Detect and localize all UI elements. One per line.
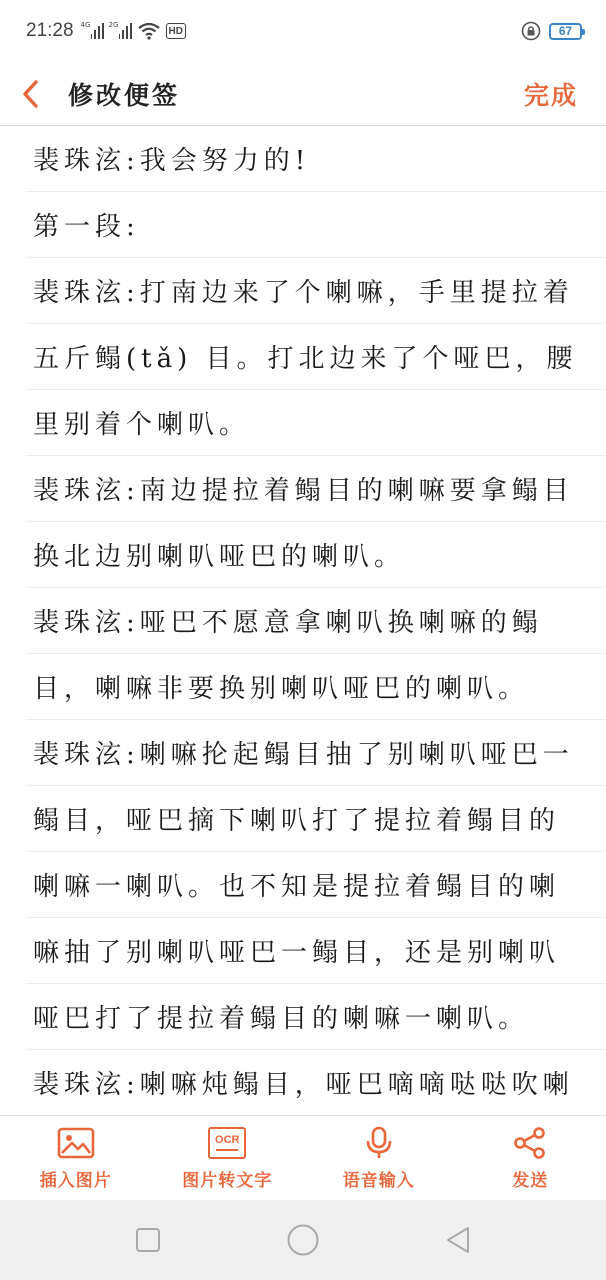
signal-2g-icon	[110, 23, 132, 39]
status-time: 21:28	[26, 20, 74, 41]
note-line: 喇嘛一喇叭。也不知是提拉着鳎目的喇	[26, 852, 606, 918]
signal-2g-label: 2G	[108, 21, 119, 29]
home-button[interactable]	[283, 1220, 323, 1260]
signal-4g-icon	[82, 23, 104, 39]
note-line: 裴珠泫:哑巴不愿意拿喇叭换喇嘛的鳎	[26, 588, 606, 654]
header	[0, 62, 606, 126]
send-label: 发送	[512, 1170, 549, 1191]
bottom-toolbar	[0, 1115, 606, 1200]
insert-image-button[interactable]	[0, 1116, 152, 1200]
system-nav-bar	[0, 1200, 606, 1280]
note-line: 裴珠泫:打南边来了个喇嘛，手里提拉着	[26, 258, 606, 324]
circle-icon	[286, 1223, 320, 1257]
image-to-text-button[interactable]	[152, 1116, 304, 1200]
battery-icon	[549, 23, 582, 40]
triangle-back-icon	[444, 1225, 472, 1255]
note-line: 裴珠泫:喇嘛抡起鳎目抽了别喇叭哑巴一	[26, 720, 606, 786]
battery-level: 67	[558, 24, 573, 38]
note-line: 换北边别喇叭哑巴的喇叭。	[26, 522, 606, 588]
send-button[interactable]	[455, 1116, 606, 1200]
ocr-badge: OCR	[215, 1134, 240, 1146]
wifi-icon	[138, 22, 160, 40]
note-line: 第一段:	[26, 192, 606, 258]
note-line: 裴珠泫:喇嘛炖鳎目，哑巴嘀嘀哒哒吹喇	[26, 1050, 606, 1115]
status-bar	[0, 0, 606, 62]
done-button[interactable]: 完成	[523, 80, 578, 110]
status-icons	[82, 22, 186, 40]
note-line: 裴珠泫:南边提拉着鳎目的喇嘛要拿鳎目	[26, 456, 606, 522]
status-right	[521, 21, 582, 41]
voice-input-label: 语音输入	[342, 1170, 415, 1191]
chevron-left-icon	[21, 79, 39, 109]
page-title: 修改便签	[68, 80, 181, 110]
note-line: 目，喇嘛非要换别喇叭哑巴的喇叭。	[26, 654, 606, 720]
image-to-text-label: 图片转文字	[182, 1170, 273, 1191]
note-line: 裴珠泫:我会努力的!	[26, 126, 606, 192]
back-nav-button[interactable]	[438, 1220, 478, 1260]
insert-image-label: 插入图片	[39, 1170, 112, 1191]
note-line: 嘛抽了别喇叭哑巴一鳎目，还是别喇叭	[26, 918, 606, 984]
note-line: 五斤鳎(tǎ) 目。打北边来了个哑巴，腰	[26, 324, 606, 390]
note-line: 哑巴打了提拉着鳎目的喇嘛一喇叭。	[26, 984, 606, 1050]
image-icon	[57, 1127, 95, 1159]
lock-rotation-icon	[521, 21, 541, 41]
note-line: 里别着个喇叭。	[26, 390, 606, 456]
voice-input-button[interactable]	[303, 1116, 455, 1200]
hd-icon	[166, 23, 186, 39]
share-icon	[513, 1126, 547, 1160]
back-button[interactable]	[0, 62, 60, 126]
hd-label: HD	[168, 25, 183, 37]
signal-4g-label: 4G	[80, 21, 91, 29]
microphone-icon	[365, 1126, 393, 1160]
note-line: 鳎目，哑巴摘下喇叭打了提拉着鳎目的	[26, 786, 606, 852]
recents-button[interactable]	[128, 1220, 168, 1260]
square-icon	[135, 1227, 161, 1253]
note-editor[interactable]	[26, 126, 606, 1115]
ocr-icon	[208, 1127, 246, 1159]
